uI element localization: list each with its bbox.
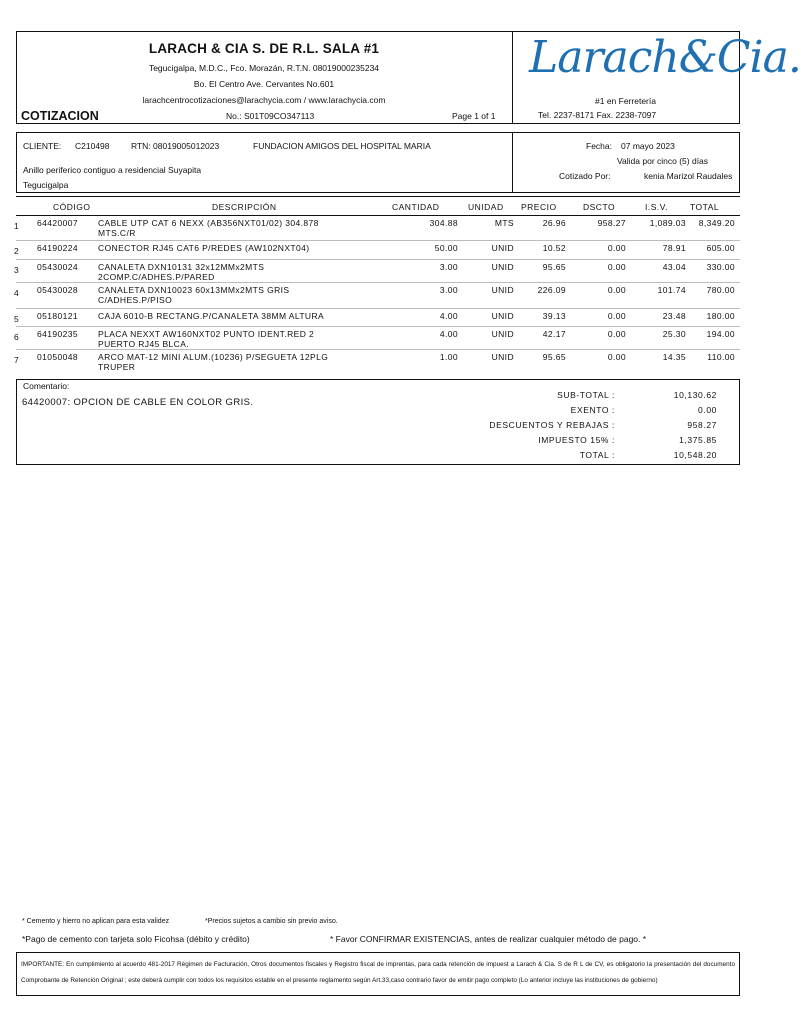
comment-label: Comentario: <box>23 381 70 391</box>
total-value: 10,548.20 <box>673 450 717 460</box>
company-address-1: Tegucigalpa, M.D.C., Fco. Morazán, R.T.N. 08019000235234 <box>148 63 380 73</box>
table-row <box>16 329 740 349</box>
cell-n: 2 <box>14 246 20 256</box>
cell-disc: 958.27 <box>597 218 626 228</box>
cell-total: 8,349.20 <box>698 218 735 228</box>
cell-total: 605.00 <box>706 243 735 253</box>
cell-description: CONECTOR RJ45 CAT6 P/REDES (AW102NXT04) <box>98 243 310 253</box>
cell-n: 7 <box>14 355 20 365</box>
cell-price: 26.96 <box>542 218 566 228</box>
cell-n: 3 <box>14 265 20 275</box>
quoted-by: kenia Marizol Raudales <box>644 171 733 181</box>
exento-label: EXENTO : <box>570 405 615 415</box>
header-isv: I.S.V. <box>645 202 669 212</box>
cell-isv: 43.04 <box>662 262 686 272</box>
document-number: No.: S01T09CO347113 <box>226 111 315 121</box>
cell-total: 110.00 <box>707 352 735 362</box>
table-header <box>16 196 740 216</box>
cell-qty: 4.00 <box>439 329 458 339</box>
discounts-label: DESCUENTOS Y REBAJAS : <box>489 420 615 430</box>
header-code: CÓDIGO <box>53 202 91 212</box>
tax-value: 1,375.85 <box>679 435 717 445</box>
cell-description-2: C/ADHES.P/PISO <box>98 295 173 305</box>
footer-note-stock: * Favor CONFIRMAR EXISTENCIAS, antes de realizar cualquier método de pago. * <box>330 934 647 944</box>
client-name: FUNDACION AMIGOS DEL HOSPITAL MARIA <box>253 141 431 151</box>
cell-isv: 78.91 <box>662 243 686 253</box>
table-row <box>16 311 740 331</box>
logo-panel <box>513 31 801 124</box>
quote-validity: Valida por cinco (5) días <box>617 156 709 166</box>
client-city: Tegucigalpa <box>23 180 69 190</box>
tax-label: IMPUESTO 15% : <box>538 435 615 445</box>
cell-disc: 0.00 <box>607 243 626 253</box>
cell-qty: 3.00 <box>439 285 458 295</box>
cell-qty: 3.00 <box>439 262 458 272</box>
cell-description-2: MTS.C/R <box>98 228 136 238</box>
page-number: Page 1 of 1 <box>452 111 496 121</box>
company-name: LARACH & CIA S. DE R.L. SALA #1 <box>148 41 380 56</box>
cell-price: 10.52 <box>542 243 566 253</box>
subtotal-value: 10,130.62 <box>673 390 717 400</box>
cell-qty: 304.88 <box>429 218 458 228</box>
cell-total: 194.00 <box>706 329 735 339</box>
cell-n: 5 <box>14 314 20 324</box>
client-code: C210498 <box>75 141 110 151</box>
row-divider <box>16 326 740 327</box>
cell-code: 05430024 <box>37 262 79 272</box>
table-row <box>16 285 740 305</box>
cell-total: 330.00 <box>706 262 735 272</box>
header-total: TOTAL <box>690 202 720 212</box>
cell-total: 780.00 <box>706 285 735 295</box>
subtotal-label: SUB-TOTAL : <box>557 390 615 400</box>
quoted-by-label: Cotizado Por: <box>559 171 611 181</box>
table-row <box>16 352 740 372</box>
cell-qty: 50.00 <box>434 243 458 253</box>
document-type: COTIZACION <box>21 109 99 123</box>
cell-price: 39.13 <box>542 311 566 321</box>
cell-unit: UNID <box>491 285 514 295</box>
row-divider <box>16 240 740 241</box>
cell-qty: 1.00 <box>439 352 458 362</box>
footer-note-prices: *Precios sujetos a cambio sin previo aviso. <box>205 918 338 925</box>
row-divider <box>16 259 740 260</box>
header-quantity: CANTIDAD <box>392 202 440 212</box>
company-slogan: #1 en Ferretería <box>595 96 656 106</box>
cell-price: 42.17 <box>542 329 566 339</box>
cell-unit: UNID <box>491 311 514 321</box>
table-row <box>16 262 740 282</box>
date-label: Fecha: <box>586 141 612 151</box>
cell-description: CANALETA DXN10131 32x12MMx2MTS <box>98 262 265 272</box>
cell-isv: 25.30 <box>662 329 686 339</box>
cell-qty: 4.00 <box>439 311 458 321</box>
cell-description: CAJA 6010-B RECTANG.P/CANALETA 38MM ALTURA <box>98 311 325 321</box>
cell-description: ARCO MAT-12 MINI ALUM.(10236) P/SEGUETA 12PLG <box>98 352 329 362</box>
client-address: Anillo periferico contiguo a residencial Suyapita <box>23 165 202 175</box>
cell-disc: 0.00 <box>607 329 626 339</box>
cell-isv: 23.48 <box>662 311 686 321</box>
table-row <box>16 218 740 238</box>
important-notice <box>16 952 740 996</box>
client-info <box>16 132 513 193</box>
cell-description-2: TRUPER <box>98 362 136 372</box>
cell-disc: 0.00 <box>607 285 626 295</box>
cell-code: 64190235 <box>37 329 79 339</box>
cell-isv: 1,089.03 <box>649 218 686 228</box>
cell-code: 64190224 <box>37 243 79 253</box>
cell-code: 05430028 <box>37 285 79 295</box>
footer-note-payment: *Pago de cemento con tarjeta solo Ficohsa (débito y crédito) <box>22 934 250 944</box>
cell-disc: 0.00 <box>607 352 626 362</box>
cell-code: 01050048 <box>37 352 79 362</box>
cell-unit: MTS <box>494 218 514 228</box>
cell-isv: 101.74 <box>657 285 686 295</box>
cell-unit: UNID <box>491 262 514 272</box>
cell-description-2: PUERTO RJ45 BLCA. <box>98 339 190 349</box>
quote-meta <box>513 132 740 193</box>
important-text: IMPORTANTE: En cumplimiento al acuerdo 481-2017 Régimen de Facturación, Otros documentos fiscales y Registro fiscal de imprentas, para cada retención de impuest a Larach & Cia. S de R L de CV, es obligatorio la presentación del documento Comprobante de Retención Original ; este deberá cumplir con todos los requisitos estable en el presente reglamento según Art.33,caso contrario favor de emitir pago completo (Lo anterior incluye las instituciones de gobierno) <box>21 961 735 984</box>
cell-price: 95.65 <box>542 352 566 362</box>
cell-unit: UNID <box>491 352 514 362</box>
cell-price: 226.09 <box>537 285 566 295</box>
footer-note-cement: * Cemento y hierro no aplican para esta validez <box>22 918 170 925</box>
cell-isv: 14.35 <box>662 352 686 362</box>
cell-n: 4 <box>14 288 20 298</box>
cell-description: CANALETA DXN10023 60x13MMx2MTS GRIS <box>98 285 290 295</box>
cell-description-2: 2COMP.C/ADHES.P/PARED <box>98 272 215 282</box>
client-rtn: RTN: 08019005012023 <box>131 141 220 151</box>
cell-description: CABLE UTP CAT 6 NEXX (AB356NXT01/02) 304.878 <box>98 218 319 228</box>
header-discount: DSCTO <box>583 202 616 212</box>
total-label: TOTAL : <box>579 450 615 460</box>
cell-unit: UNID <box>491 329 514 339</box>
table-row <box>16 243 740 263</box>
totals-panel <box>16 379 740 465</box>
cell-price: 95.65 <box>542 262 566 272</box>
exento-value: 0.00 <box>698 405 717 415</box>
header-description: DESCRIPCIÓN <box>212 202 277 212</box>
cell-description: PLACA NEXXT AW160NXT02 PUNTO IDENT.RED 2 <box>98 329 315 339</box>
header-price: PRECIO <box>521 202 557 212</box>
cell-n: 6 <box>14 332 20 342</box>
row-divider <box>16 308 740 309</box>
company-logo: Larach&Cia. <box>529 32 801 83</box>
cell-n: 1 <box>14 221 20 231</box>
row-divider <box>16 282 740 283</box>
quote-date: 07 mayo 2023 <box>621 141 675 151</box>
client-label: CLIENTE: <box>23 141 62 151</box>
cell-disc: 0.00 <box>607 262 626 272</box>
discounts-value: 958.27 <box>687 420 717 430</box>
company-phones: Tel. 2237-8171 Fax. 2238-7097 <box>538 110 657 120</box>
company-header <box>16 31 513 124</box>
cell-total: 180.00 <box>706 311 735 321</box>
cell-code: 05180121 <box>37 311 79 321</box>
company-address-2: Bo. El Centro Ave. Cervantes No.601 <box>193 79 335 89</box>
row-divider <box>16 349 740 350</box>
comment-text: 64420007: OPCION DE CABLE EN COLOR GRIS. <box>22 397 254 408</box>
cell-code: 64420007 <box>37 218 79 228</box>
header-unit: UNIDAD <box>468 202 504 212</box>
company-contact: larachcentrocotizaciones@larachycia.com / www.larachycia.com <box>142 95 386 105</box>
cell-disc: 0.00 <box>607 311 626 321</box>
cell-unit: UNID <box>491 243 514 253</box>
